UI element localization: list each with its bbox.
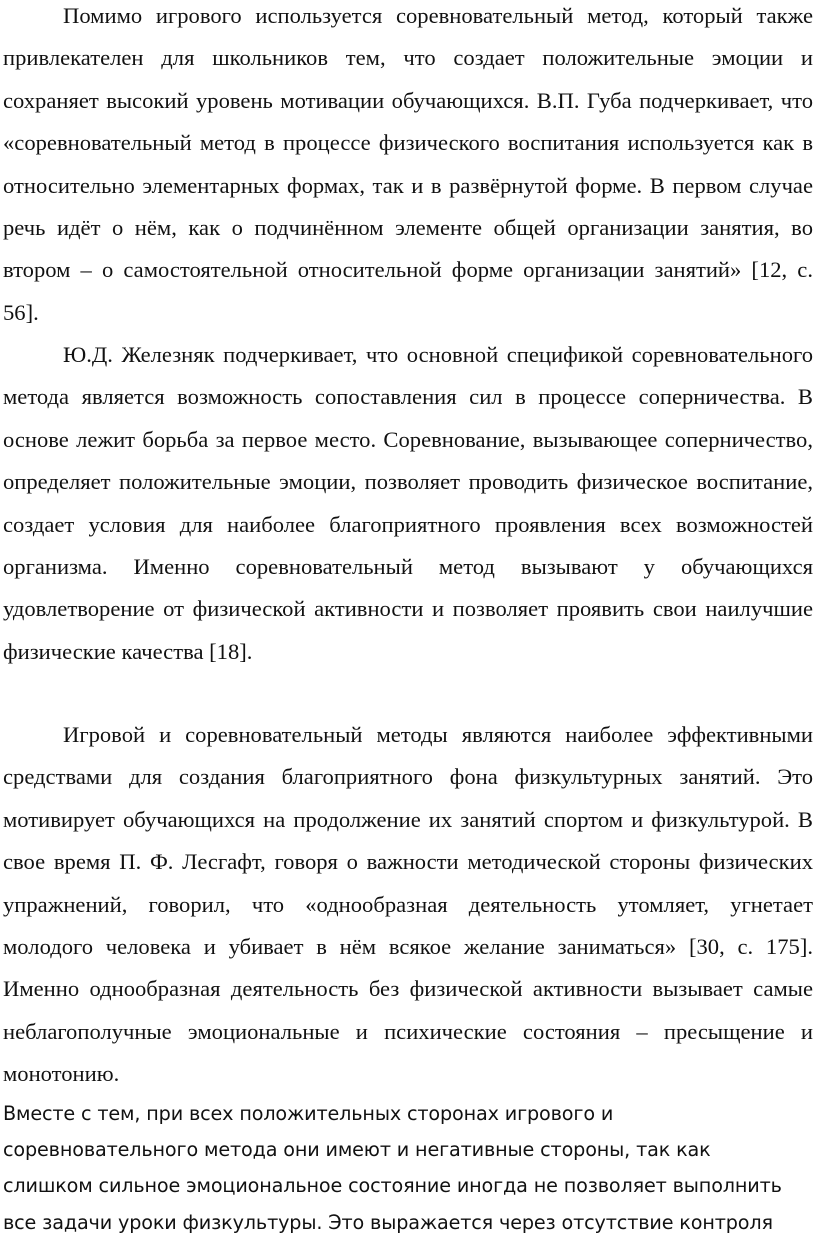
trailing-line-2: соревновательного метода они имеют и негативные стороны, так как bbox=[3, 1138, 711, 1162]
trailing-line-4: все задачи уроки физкультуры. Это выражается через отсутствие контроля bbox=[3, 1210, 773, 1234]
trailing-line-1: Вместе с тем, при всех положительных сторонах игрового и bbox=[3, 1102, 614, 1125]
paragraph-2: Ю.Д. Железняк подчеркивает, что основной спецификой соревновательного метода является возможность сопоставления сил в процессе соперничества. В основе лежит борьба за первое место. Соревнование, вызывающее соперничество, определяет положительные эмоции, позволяет проводить физическое воспитание, создает условия для наиболее благоприятного проявления всех возможностей организма. Именно соревновательный метод вызывают у обучающихся удовлетворение от физической активности и позволяет проявить свои наилучшие физические качества [18]. bbox=[3, 342, 813, 664]
paragraph-1: Помимо игрового используется соревновательный метод, который также привлекателен для школьников тем, что создает положительные эмоции и сохраняет высокий уровень мотивации обучающихся. В.П. Губа подчеркивает, что «соревновательный метод в процессе физического воспитания используется как в относительно элементарных формах, так и в развёрнутой форме. В первом случае речь идёт о нём, как о подчинённом элементе общей организации занятия, во втором – о самостоятельной относительной форме организации занятий» [12, с. 56]. bbox=[3, 3, 813, 325]
trailing-line-3: слишком сильное эмоциональное состояние иногда не позволяет выполнить bbox=[3, 1174, 782, 1198]
paragraph-3: Игровой и соревновательный методы являются наиболее эффективными средствами для создания благоприятного фона физкультурных занятий. Это мотивирует обучающихся на продолжение их занятий спортом и физкультурой. В свое время П. Ф. Лесгафт, говоря о важности методической стороны физических упражнений, говорил, что «однообразная деятельность утомляет, угнетает молодого человека и убивает в нём всякое желание заниматься» [30, с. 175]. Именно однообразная деятельность без физической активности вызывает самые неблагополучные эмоциональные и психические состояния – пресыщение и монотонию. bbox=[3, 722, 813, 1087]
trailing-paragraph bbox=[3, 1096, 813, 1240]
